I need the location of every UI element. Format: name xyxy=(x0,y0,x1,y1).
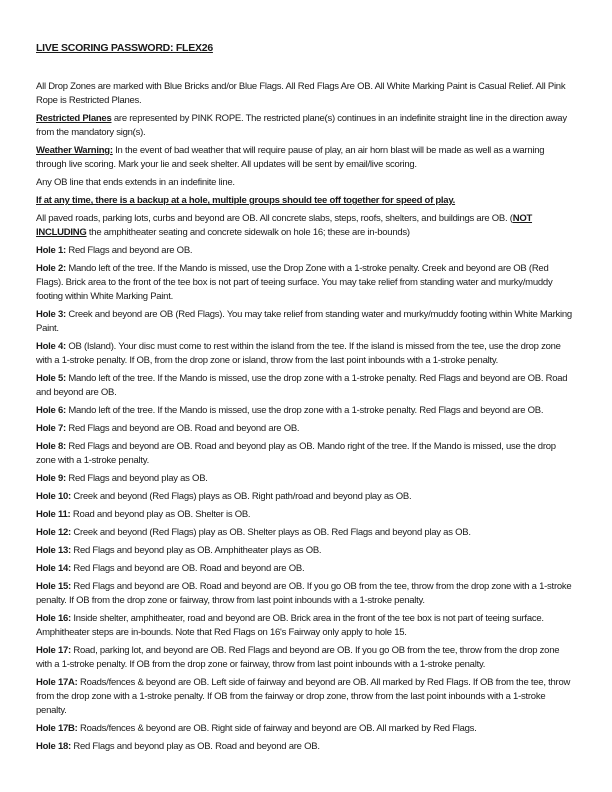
hole-label: Hole 1: xyxy=(36,245,66,256)
intro-paragraph xyxy=(36,112,577,140)
hole-text: Creek and beyond are OB (Red Flags). You may take relief from standing water and murky/muddy footing within White Marking Paint. xyxy=(36,309,572,334)
hole-text: Inside shelter, amphitheater, road and beyond are OB. Brick area in the front of the tee box is not part of teeing surface. Amphitheater steps are in-bounds. Note that Red Flags on 16's Fairway only apply to hole 15. xyxy=(36,613,544,638)
hole-label: Hole 18: xyxy=(36,741,71,752)
hole-label: Hole 17B: xyxy=(36,723,78,734)
hole-text: OB (Island). Your disc must come to rest within the island from the tee. If the island is missed from the tee, use the drop zone with a 1-stroke penalty. If OB, from the drop zone or island, throw from the last point inbounds with a 1-stroke penalty. xyxy=(36,341,561,366)
emphasized-text: NOT INCLUDING xyxy=(36,213,533,238)
hole-text: Mando left of the tree. If the Mando is missed, use the drop zone with a 1-stroke penalty. Red Flags and beyond are OB. Road and beyond are OB. xyxy=(36,373,568,398)
hole-rule xyxy=(36,244,577,258)
title-line xyxy=(36,41,577,55)
hole-text: Road, parking lot, and beyond are OB. Red Flags and beyond are OB. If you go OB from the tee, throw from the drop zone with a 1-stroke penalty. If OB from the drop zone or fairway, throw from last point inbounds with a 1-stroke penalty. xyxy=(36,645,560,670)
body-text: Any OB line that ends extends in an indefinite line. xyxy=(36,177,235,188)
body-text: All Drop Zones are marked with Blue Bricks and/or Blue Flags. All Red Flags Are OB. All White Marking Paint is Casual Relief. All Pink Rope is Restricted Planes. xyxy=(36,81,566,106)
body-text: In the event of bad weather that will require pause of play, an air horn blast will be made as well as a warning through live scoring. Mark your lie and seek shelter. All updates will be sent by email/live scoring. xyxy=(36,145,545,170)
hole-rule xyxy=(36,508,577,522)
hole-text: Road and beyond play as OB. Shelter is OB. xyxy=(70,509,251,520)
hole-label: Hole 6: xyxy=(36,405,66,416)
hole-label: Hole 15: xyxy=(36,581,71,592)
live-scoring-password-title: LIVE SCORING PASSWORD: FLEX26 xyxy=(36,42,213,54)
hole-text: Red Flags and beyond are OB. Road and beyond are OB. xyxy=(65,423,300,434)
hole-rule xyxy=(36,404,577,418)
hole-label: Hole 12: xyxy=(36,527,71,538)
hole-rule xyxy=(36,676,577,718)
body-text: are represented by PINK ROPE. The restricted plane(s) continues in an indefinite straight line in the direction away from the mandatory sign(s). xyxy=(36,113,567,138)
hole-text: Red Flags and beyond play as OB. Road and beyond are OB. xyxy=(70,741,320,752)
emphasized-text: Restricted Planes xyxy=(36,113,112,124)
hole-label: Hole 13: xyxy=(36,545,71,556)
intro-paragraph xyxy=(36,80,577,108)
hole-rule xyxy=(36,740,577,754)
hole-rule xyxy=(36,722,577,736)
hole-label: Hole 9: xyxy=(36,473,66,484)
hole-label: Hole 7: xyxy=(36,423,66,434)
hole-label: Hole 16: xyxy=(36,613,71,624)
hole-label: Hole 11: xyxy=(36,509,71,520)
hole-text: Creek and beyond (Red Flags) plays as OB. Right path/road and beyond play as OB. xyxy=(70,491,412,502)
hole-label: Hole 2: xyxy=(36,263,66,274)
hole-label: Hole 3: xyxy=(36,309,66,320)
hole-rule xyxy=(36,526,577,540)
hole-text: Red Flags and beyond are OB. Road and beyond are OB. If you go OB from the tee, throw from the drop zone with a 1-stroke penalty. If OB from the drop zone or fairway, throw from last point inbounds with a 1-stroke penalty. xyxy=(36,581,572,606)
intro-paragraph xyxy=(36,212,577,240)
document-content xyxy=(36,41,577,758)
hole-rule xyxy=(36,644,577,672)
hole-rule xyxy=(36,372,577,400)
hole-label: Hole 10: xyxy=(36,491,71,502)
hole-rule xyxy=(36,562,577,576)
hole-rule xyxy=(36,308,577,336)
hole-label: Hole 4: xyxy=(36,341,66,352)
hole-label: Hole 5: xyxy=(36,373,66,384)
hole-text: Red Flags and beyond play as OB. xyxy=(65,473,208,484)
hole-rules-section xyxy=(36,244,577,754)
hole-rule xyxy=(36,490,577,504)
emphasized-text: Weather Warning: xyxy=(36,145,113,156)
hole-label: Hole 14: xyxy=(36,563,71,574)
hole-text: Mando left of the tree. If the Mando is missed, use the Drop Zone with a 1-stroke penalty. Creek and beyond are OB (Red Flags). Brick area to the front of the tee box is not part of teeing surface. You may take relief from standing water and murky/muddy footing within White Marking Paint. xyxy=(36,263,553,302)
hole-text: Red Flags and beyond play as OB. Amphitheater plays as OB. xyxy=(70,545,322,556)
hole-rule xyxy=(36,422,577,436)
hole-text: Red Flags and beyond are OB. Road and beyond are OB. xyxy=(70,563,305,574)
hole-rule xyxy=(36,612,577,640)
emphasized-text: If at any time, there is a backup at a hole, multiple groups should tee off together for speed of play. xyxy=(36,195,456,206)
hole-text: Creek and beyond (Red Flags) play as OB. Shelter plays as OB. Red Flags and beyond play as OB. xyxy=(70,527,471,538)
hole-rule xyxy=(36,340,577,368)
body-text: the amphitheater seating and concrete sidewalk on hole 16; these are in-bounds) xyxy=(86,227,410,238)
hole-text: Red Flags and beyond are OB. xyxy=(65,245,193,256)
hole-rule xyxy=(36,440,577,468)
hole-label: Hole 17A: xyxy=(36,677,78,688)
hole-text: Roads/fences & beyond are OB. Left side of fairway and beyond are OB. All marked by Red Flags. If OB from the tee, throw from the drop zone with a 1-stroke penalty. If OB from the fairway or drop zone, throw from the last point inbounds with a 1-stroke penalty. xyxy=(36,677,571,716)
hole-label: Hole 8: xyxy=(36,441,66,452)
hole-text: Roads/fences & beyond are OB. Right side of fairway and beyond are OB. All marked by Red Flags. xyxy=(77,723,477,734)
hole-rule xyxy=(36,262,577,304)
hole-label: Hole 17: xyxy=(36,645,71,656)
intro-paragraph xyxy=(36,176,577,190)
body-text: All paved roads, parking lots, curbs and beyond are OB. All concrete slabs, steps, roofs, shelters, and buildings are OB. ( xyxy=(36,213,513,224)
intro-paragraph xyxy=(36,144,577,172)
hole-text: Red Flags and beyond are OB. Road and beyond play as OB. Mando right of the tree. If the Mando is missed, use the drop zone with a 1-stroke penalty. xyxy=(36,441,556,466)
hole-rule xyxy=(36,580,577,608)
hole-rule xyxy=(36,544,577,558)
hole-rule xyxy=(36,472,577,486)
intro-paragraph xyxy=(36,194,577,208)
intro-section xyxy=(36,80,577,240)
hole-text: Mando left of the tree. If the Mando is missed, use the drop zone with a 1-stroke penalty. Red Flags and beyond are OB. xyxy=(65,405,544,416)
